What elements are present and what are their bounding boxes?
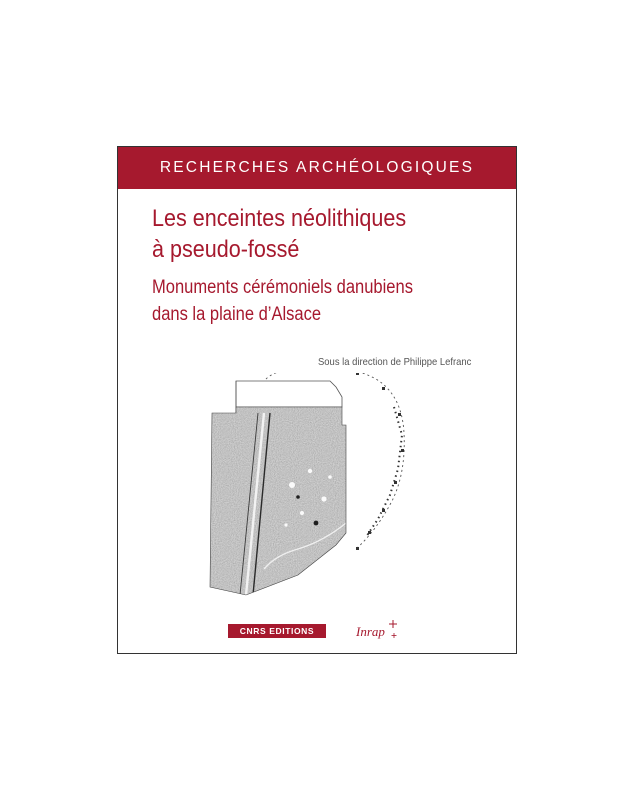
book-subtitle <box>152 274 483 328</box>
inrap-logo-text: Inrap <box>356 624 385 639</box>
publisher-badge: CNRS EDITIONS <box>228 624 326 638</box>
subtitle-line-2: dans la plaine d’Alsace <box>152 304 322 325</box>
editor-credit: Sous la direction de Philippe Lefranc <box>318 356 472 368</box>
title-line-1: Les enceintes néolithiques <box>152 205 407 232</box>
site-plan-illustration <box>206 373 410 603</box>
title-line-2: à pseudo-fossé <box>152 236 300 263</box>
book-cover <box>117 146 517 654</box>
subtitle-line-1: Monuments cérémoniels danubiens <box>152 277 413 298</box>
book-title <box>152 203 469 265</box>
inrap-logo <box>354 618 400 642</box>
cover-footer <box>118 617 516 647</box>
series-band: RECHERCHES ARCHÉOLOGIQUES <box>118 147 516 189</box>
